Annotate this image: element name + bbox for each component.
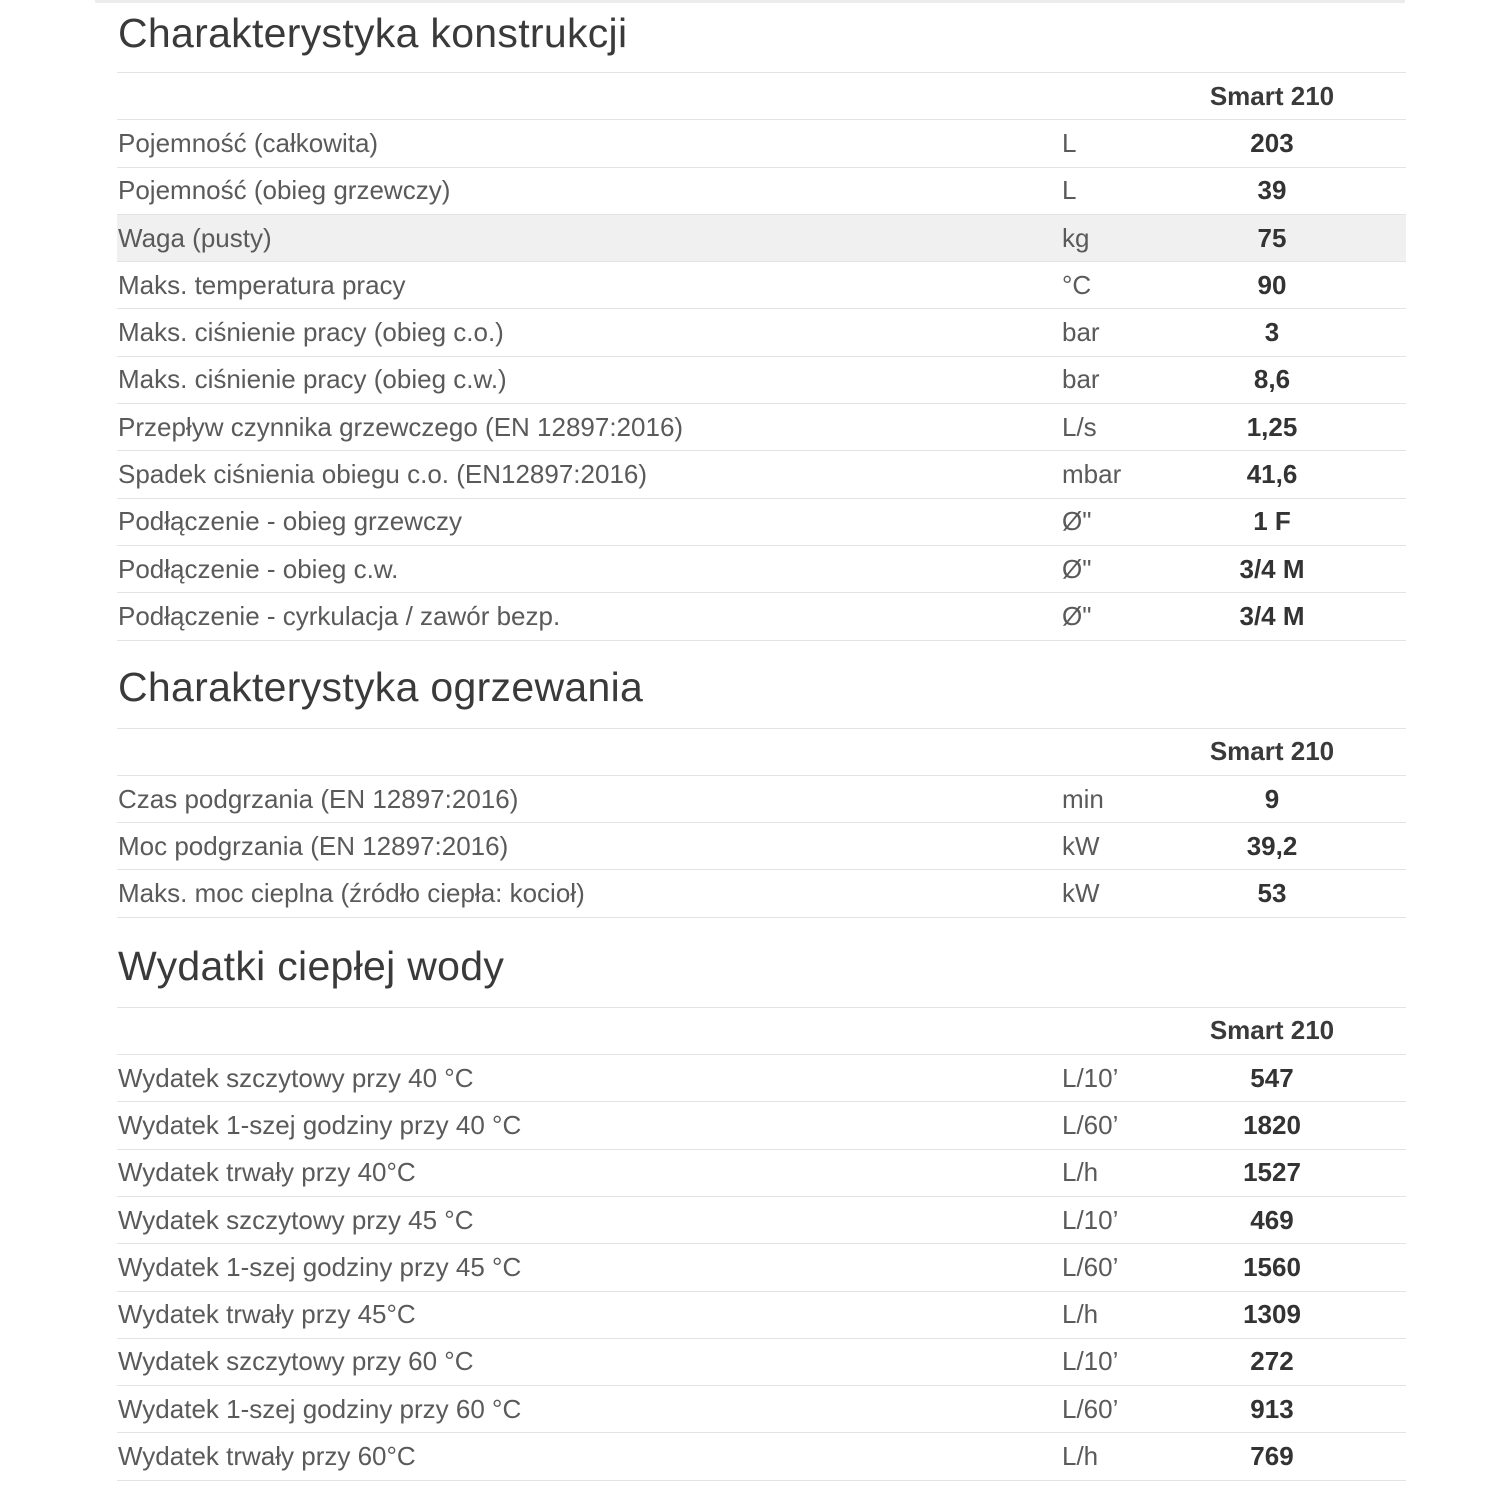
table-row bbox=[117, 168, 1406, 215]
row-unit: kg bbox=[1062, 222, 1090, 253]
row-label: Wydatek 1-szej godziny przy 45 °C bbox=[118, 1251, 522, 1282]
row-label: Moc podgrzania (EN 12897:2016) bbox=[118, 830, 509, 861]
row-value: 547 bbox=[1250, 1062, 1294, 1093]
row-unit: L bbox=[1062, 127, 1077, 158]
table-row bbox=[117, 1055, 1406, 1102]
row-value: 1560 bbox=[1243, 1251, 1301, 1282]
table-row bbox=[117, 262, 1406, 309]
row-unit: °C bbox=[1062, 269, 1092, 300]
row-unit: min bbox=[1062, 783, 1104, 814]
column-header: Smart 210 bbox=[1209, 1015, 1335, 1046]
table-row bbox=[117, 1339, 1406, 1386]
table-row bbox=[117, 1244, 1406, 1291]
row-unit: L/60’ bbox=[1062, 1251, 1119, 1282]
row-unit: L/10’ bbox=[1062, 1062, 1119, 1093]
row-unit: Ø" bbox=[1062, 506, 1092, 537]
row-label: Podłączenie - obieg grzewczy bbox=[118, 506, 462, 537]
row-label: Wydatek szczytowy przy 45 °C bbox=[118, 1204, 474, 1235]
row-value: 8,6 bbox=[1253, 364, 1291, 395]
row-label: Podłączenie - cyrkulacja / zawór bezp. bbox=[118, 600, 561, 631]
table-row bbox=[117, 870, 1406, 917]
row-value: 1,25 bbox=[1246, 411, 1298, 442]
row-value: 41,6 bbox=[1246, 459, 1298, 490]
row-label: Maks. ciśnienie pracy (obieg c.o.) bbox=[118, 317, 504, 348]
row-unit: L/h bbox=[1062, 1157, 1099, 1188]
row-value: 913 bbox=[1250, 1393, 1294, 1424]
row-unit: L/60’ bbox=[1062, 1109, 1119, 1140]
row-value: 75 bbox=[1257, 222, 1287, 253]
row-label: Pojemność (całkowita) bbox=[118, 127, 379, 158]
section-heating bbox=[117, 641, 1406, 918]
table-header-row bbox=[117, 1008, 1406, 1055]
row-label: Wydatek szczytowy przy 40 °C bbox=[118, 1062, 474, 1093]
row-value: 769 bbox=[1250, 1441, 1294, 1472]
row-label: Czas podgrzania (EN 12897:2016) bbox=[118, 783, 519, 814]
row-value: 1820 bbox=[1243, 1109, 1301, 1140]
row-unit: L/10’ bbox=[1062, 1204, 1119, 1235]
table-row bbox=[117, 1292, 1406, 1339]
spec-page bbox=[117, 0, 1406, 1481]
table-row bbox=[117, 546, 1406, 593]
row-unit: L/h bbox=[1062, 1299, 1099, 1330]
column-header: Smart 210 bbox=[1209, 736, 1335, 767]
row-label: Przepływ czynnika grzewczego (EN 12897:2016) bbox=[118, 411, 684, 442]
row-value: 53 bbox=[1257, 878, 1287, 909]
row-unit: Ø" bbox=[1062, 600, 1092, 631]
row-label: Waga (pusty) bbox=[118, 222, 272, 253]
table-row bbox=[117, 776, 1406, 823]
row-unit: kW bbox=[1062, 830, 1100, 861]
row-label: Maks. ciśnienie pracy (obieg c.w.) bbox=[118, 364, 507, 395]
row-label: Wydatek 1-szej godziny przy 40 °C bbox=[118, 1109, 522, 1140]
row-unit: L/s bbox=[1062, 411, 1097, 442]
row-label: Podłączenie - obieg c.w. bbox=[118, 553, 399, 584]
table-row bbox=[117, 499, 1406, 546]
table-row bbox=[117, 357, 1406, 404]
row-unit: Ø" bbox=[1062, 553, 1092, 584]
section-title: Charakterystyka ogrzewania bbox=[117, 641, 1406, 729]
row-unit: L bbox=[1062, 175, 1077, 206]
row-value: 90 bbox=[1257, 269, 1287, 300]
table-header-row bbox=[117, 729, 1406, 776]
row-label: Wydatek trwały przy 60°C bbox=[118, 1441, 416, 1472]
row-value: 3/4 M bbox=[1239, 553, 1305, 584]
row-unit: L/10’ bbox=[1062, 1346, 1119, 1377]
section-title: Charakterystyka konstrukcji bbox=[117, 0, 1406, 73]
table-row bbox=[117, 823, 1406, 870]
row-label: Maks. moc cieplna (źródło ciepła: kocioł) bbox=[118, 878, 585, 909]
table-row bbox=[117, 1197, 1406, 1244]
row-label: Pojemność (obieg grzewczy) bbox=[118, 175, 451, 206]
table-row bbox=[117, 1150, 1406, 1197]
section-hot-water-output bbox=[117, 918, 1406, 1481]
section-title: Wydatki ciepłej wody bbox=[117, 918, 1406, 1008]
row-value: 39,2 bbox=[1246, 830, 1298, 861]
row-value: 3 bbox=[1264, 317, 1280, 348]
row-label: Spadek ciśnienia obiegu c.o. (EN12897:2016) bbox=[118, 459, 648, 490]
table-row bbox=[117, 1102, 1406, 1149]
row-label: Wydatek trwały przy 45°C bbox=[118, 1299, 416, 1330]
row-unit: L/h bbox=[1062, 1441, 1099, 1472]
row-unit: kW bbox=[1062, 878, 1100, 909]
row-unit: L/60’ bbox=[1062, 1393, 1119, 1424]
row-unit: mbar bbox=[1062, 459, 1122, 490]
row-value: 3/4 M bbox=[1239, 600, 1305, 631]
row-unit: bar bbox=[1062, 364, 1100, 395]
table-row bbox=[117, 451, 1406, 498]
table-header-row bbox=[117, 73, 1406, 120]
row-label: Wydatek 1-szej godziny przy 60 °C bbox=[118, 1393, 522, 1424]
row-unit: bar bbox=[1062, 317, 1100, 348]
table-row bbox=[117, 593, 1406, 640]
row-value: 1 F bbox=[1253, 506, 1291, 537]
row-value: 1527 bbox=[1243, 1157, 1301, 1188]
row-value: 272 bbox=[1250, 1346, 1294, 1377]
row-value: 9 bbox=[1264, 783, 1280, 814]
row-value: 39 bbox=[1257, 175, 1287, 206]
section-construction bbox=[117, 0, 1406, 641]
row-label: Maks. temperatura pracy bbox=[118, 269, 406, 300]
row-label: Wydatek trwały przy 40°C bbox=[118, 1157, 416, 1188]
table-row-highlighted bbox=[117, 215, 1406, 262]
row-value: 1309 bbox=[1243, 1299, 1301, 1330]
row-value: 203 bbox=[1250, 127, 1294, 158]
table-row bbox=[117, 404, 1406, 451]
table-row bbox=[117, 1433, 1406, 1480]
row-value: 469 bbox=[1250, 1204, 1294, 1235]
column-header: Smart 210 bbox=[1209, 80, 1335, 111]
row-label: Wydatek szczytowy przy 60 °C bbox=[118, 1346, 474, 1377]
table-row bbox=[117, 120, 1406, 167]
table-row bbox=[117, 309, 1406, 356]
table-row bbox=[117, 1386, 1406, 1433]
